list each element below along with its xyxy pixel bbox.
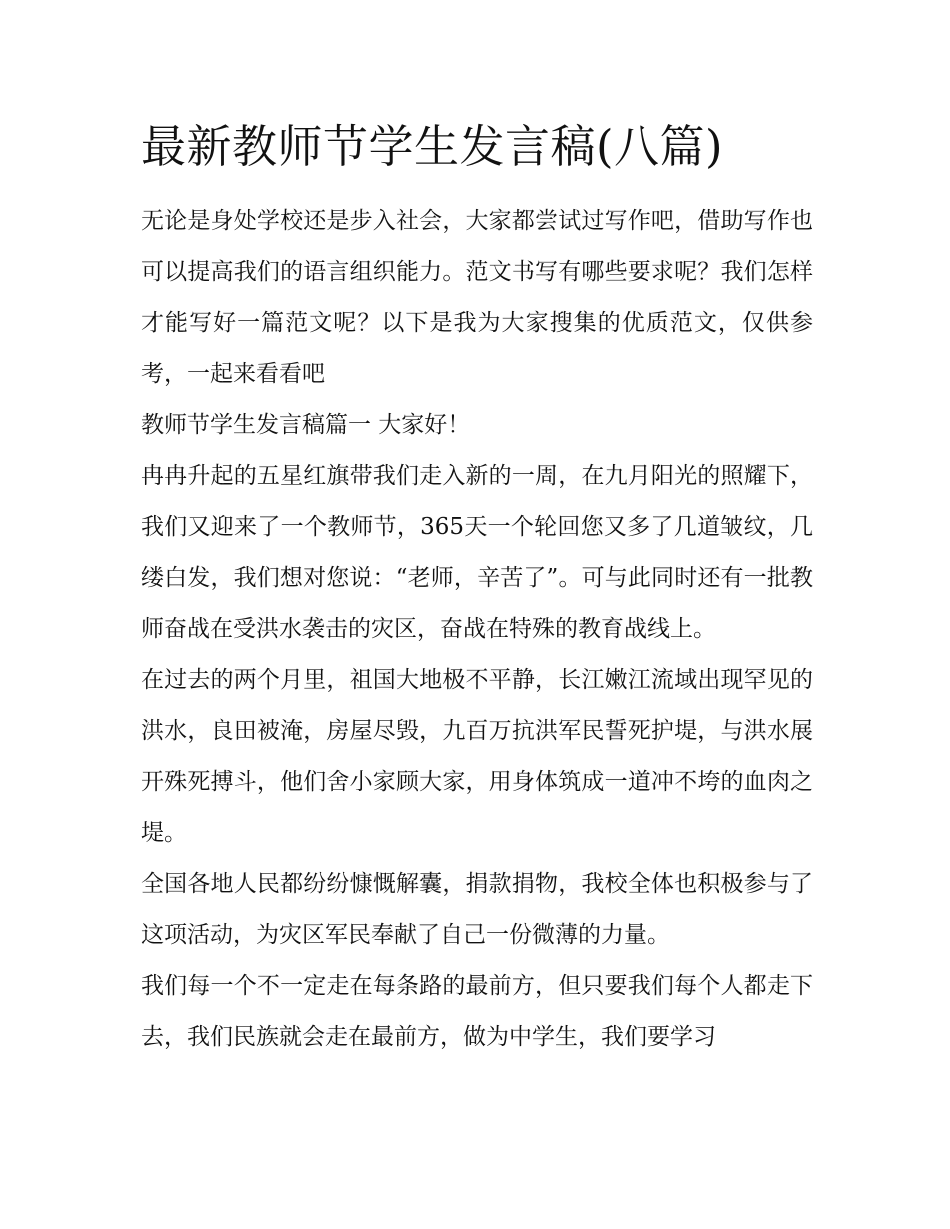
paragraph: 在过去的两个月里，祖国大地极不平静，长江嫩江流域出现罕见的洪水，良田被淹，房屋尽毁，九百万抗洪军民誓死护堤，与洪水展开殊死搏斗，他们舍小家顾大家，用身体筑成一道冲不垮的血肉之堤。 bbox=[141, 667, 813, 846]
document-body bbox=[141, 112, 813, 1063]
paragraph-section-heading: 教师节学生发言稿篇一 大家好！ bbox=[141, 412, 471, 438]
paragraph: 我们每一个不一定走在每条路的最前方，但只要我们每个人都走下去，我们民族就会走在最前方，做为中学生，我们要学习 bbox=[141, 973, 813, 1050]
paragraph-intro: 无论是身处学校还是步入社会，大家都尝试过写作吧，借助写作也可以提高我们的语言组织能力。范文书写有哪些要求呢？我们怎样才能写好一篇范文呢？以下是我为大家搜集的优质范文，仅供参考，一起来看看吧 bbox=[141, 208, 813, 387]
document-title: 最新教师节学生发言稿(八篇) bbox=[141, 120, 724, 173]
paragraph: 冉冉升起的五星红旗带我们走入新的一周，在九月阳光的照耀下，我们又迎来了一个教师节，365天一个轮回您又多了几道皱纹，几缕白发，我们想对您说：“老师，辛苦了”。可与此同时还有一批教师奋战在受洪水袭击的灾区，奋战在特殊的教育战线上。 bbox=[141, 463, 813, 642]
paragraph: 全国各地人民都纷纷慷慨解囊，捐款捐物，我校全体也积极参与了这项活动，为灾区军民奉献了自己一份微薄的力量。 bbox=[141, 871, 813, 948]
